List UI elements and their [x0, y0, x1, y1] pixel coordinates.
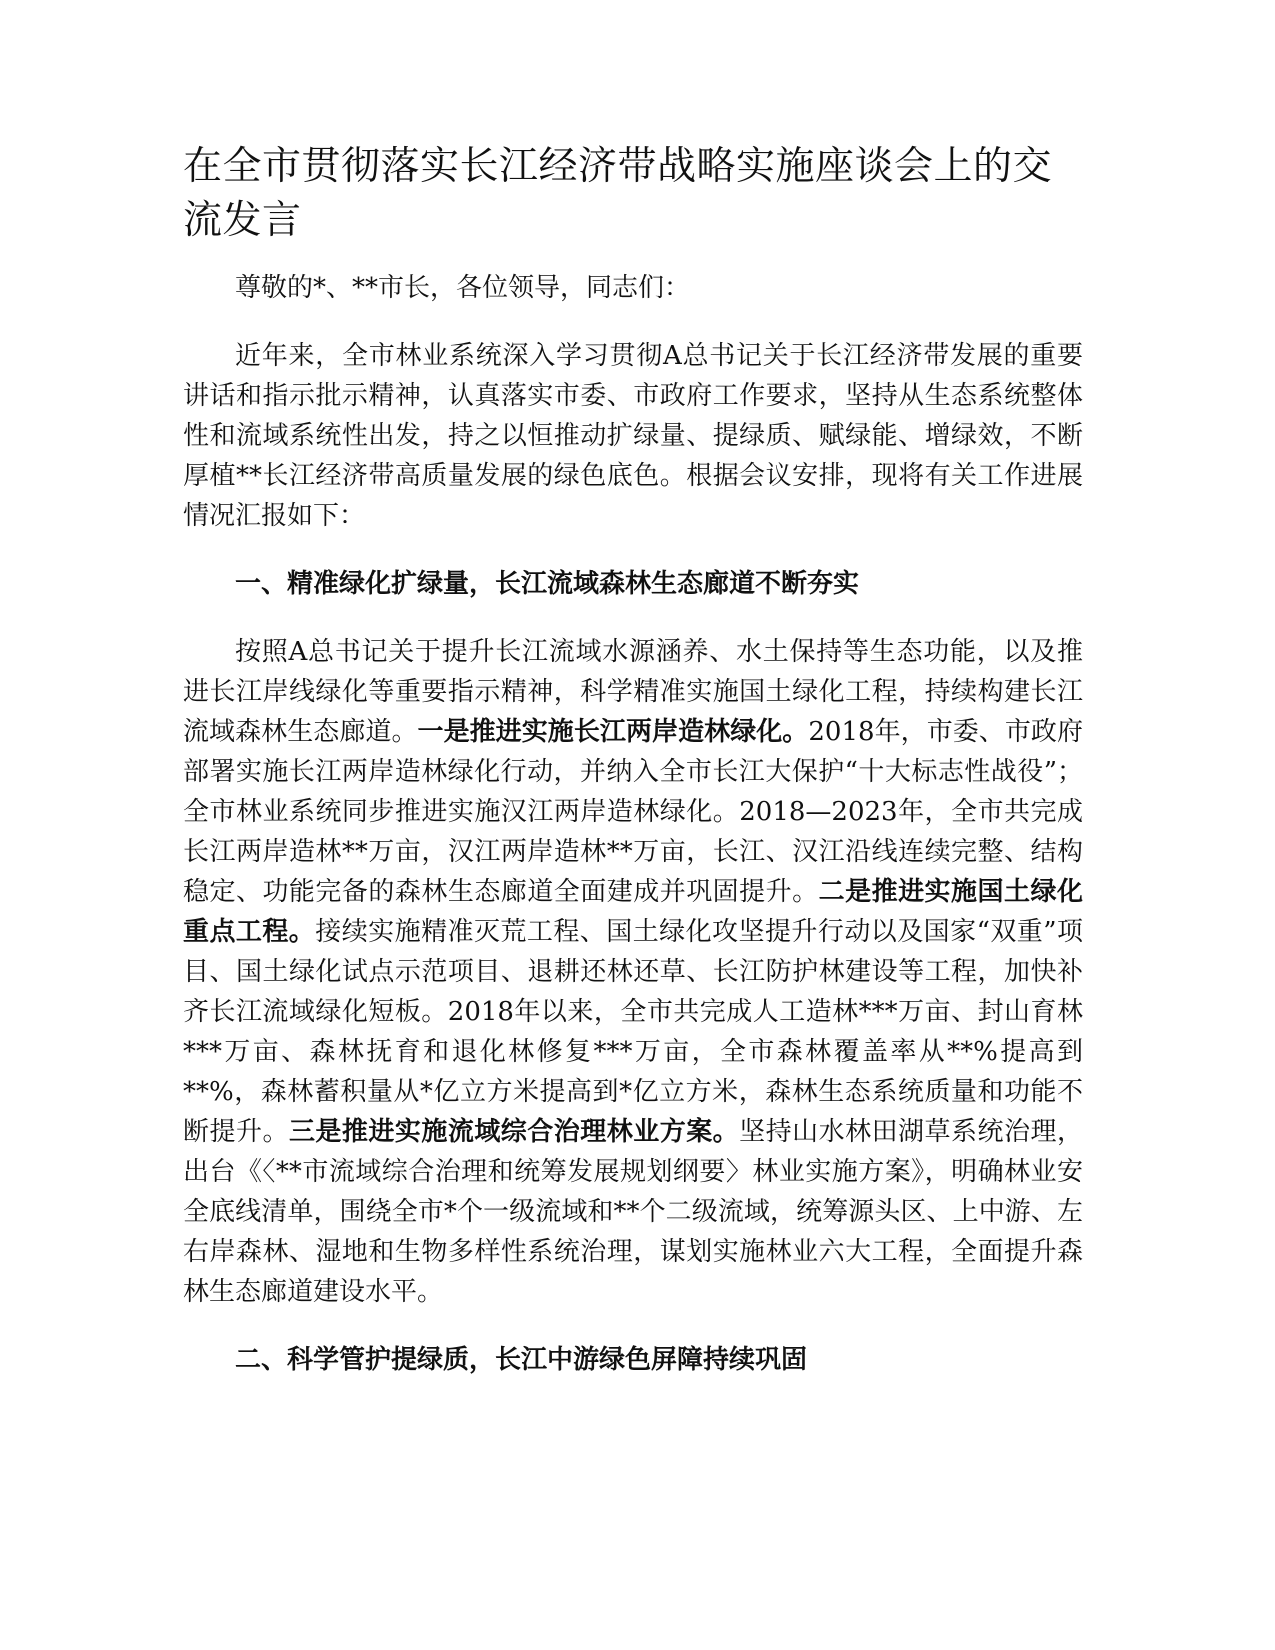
point-3-text: 坚持山水林田湖草系统治理，出台《〈**市流域综合治理和统筹发展规划纲要〉林业实施方案》，明确林业安全底线清单，围绕全市*个一级流域和**个二级流域，统筹源头区、上中游、左右岸森林、湿地和生物多样性系统治理，谋划实施林业六大工程，全面提升森林生态廊道建设水平。 [183, 1117, 1083, 1307]
greeting: 尊敬的*、**市长，各位领导，同志们： [235, 273, 691, 303]
intro-paragraph: 近年来，全市林业系统深入学习贯彻A总书记关于长江经济带发展的重要讲话和指示批示精神，认真落实市委、市政府工作要求，坚持从生态系统整体性和流域系统性出发，持之以恒推动扩绿量、提绿质、赋绿能、增绿效，不断厚植**长江经济带高质量发展的绿色底色。根据会议安排，现将有关工作进展情况汇报如下： [183, 341, 1083, 531]
point-2-text: 接续实施精准灭荒工程、国土绿化攻坚提升行动以及国家“双重”项目、国土绿化试点示范项目、退耕还林还草、长江防护林建设等工程，加快补齐长江流域绿化短板。2018年以来，全市共完成人工造林***万亩、封山育林***万亩、森林抚育和退化林修复***万亩，全市森林覆盖率从**%提高到**%，森林蓄积量从*亿立方米提高到*亿立方米，森林生态系统质量和功能不断提升。 [183, 917, 1083, 1147]
point-1-text: 2018年，市委、市政府部署实施长江两岸造林绿化行动，并纳入全市长江大保护“十大标志性战役”；全市林业系统同步推进实施汉江两岸造林绿化。2018—2023年，全市共完成长江两岸造林**万亩，汉江两岸造林**万亩，长江、汉江沿线连续完整、结构稳定、功能完备的森林生态廊道全面建成并巩固提升。 [183, 717, 1083, 907]
section-2-heading: 二、科学管护提绿质，长江中游绿色屏障持续巩固 [235, 1345, 808, 1375]
section-1-heading: 一、精准绿化扩绿量，长江流域森林生态廊道不断夯实 [235, 569, 860, 599]
section-1-paragraph [183, 632, 1083, 1312]
document-page [183, 140, 1083, 1408]
document-title: 在全市贯彻落实长江经济带战略实施座谈会上的交流发言 [183, 144, 1053, 243]
section-1-intro-text: 按照A总书记关于提升长江流域水源涵养、水土保持等生态功能，以及推进长江岸线绿化等重要指示精神，科学精准实施国土绿化工程，持续构建长江流域森林生态廊道。 [183, 637, 1083, 747]
point-3-lead: 三是推进实施流域综合治理林业方案。 [288, 1117, 740, 1147]
point-2-lead: 二是推进实施国土绿化重点工程。 [183, 877, 1083, 947]
point-1-lead: 一是推进实施长江两岸造林绿化。 [417, 717, 809, 747]
